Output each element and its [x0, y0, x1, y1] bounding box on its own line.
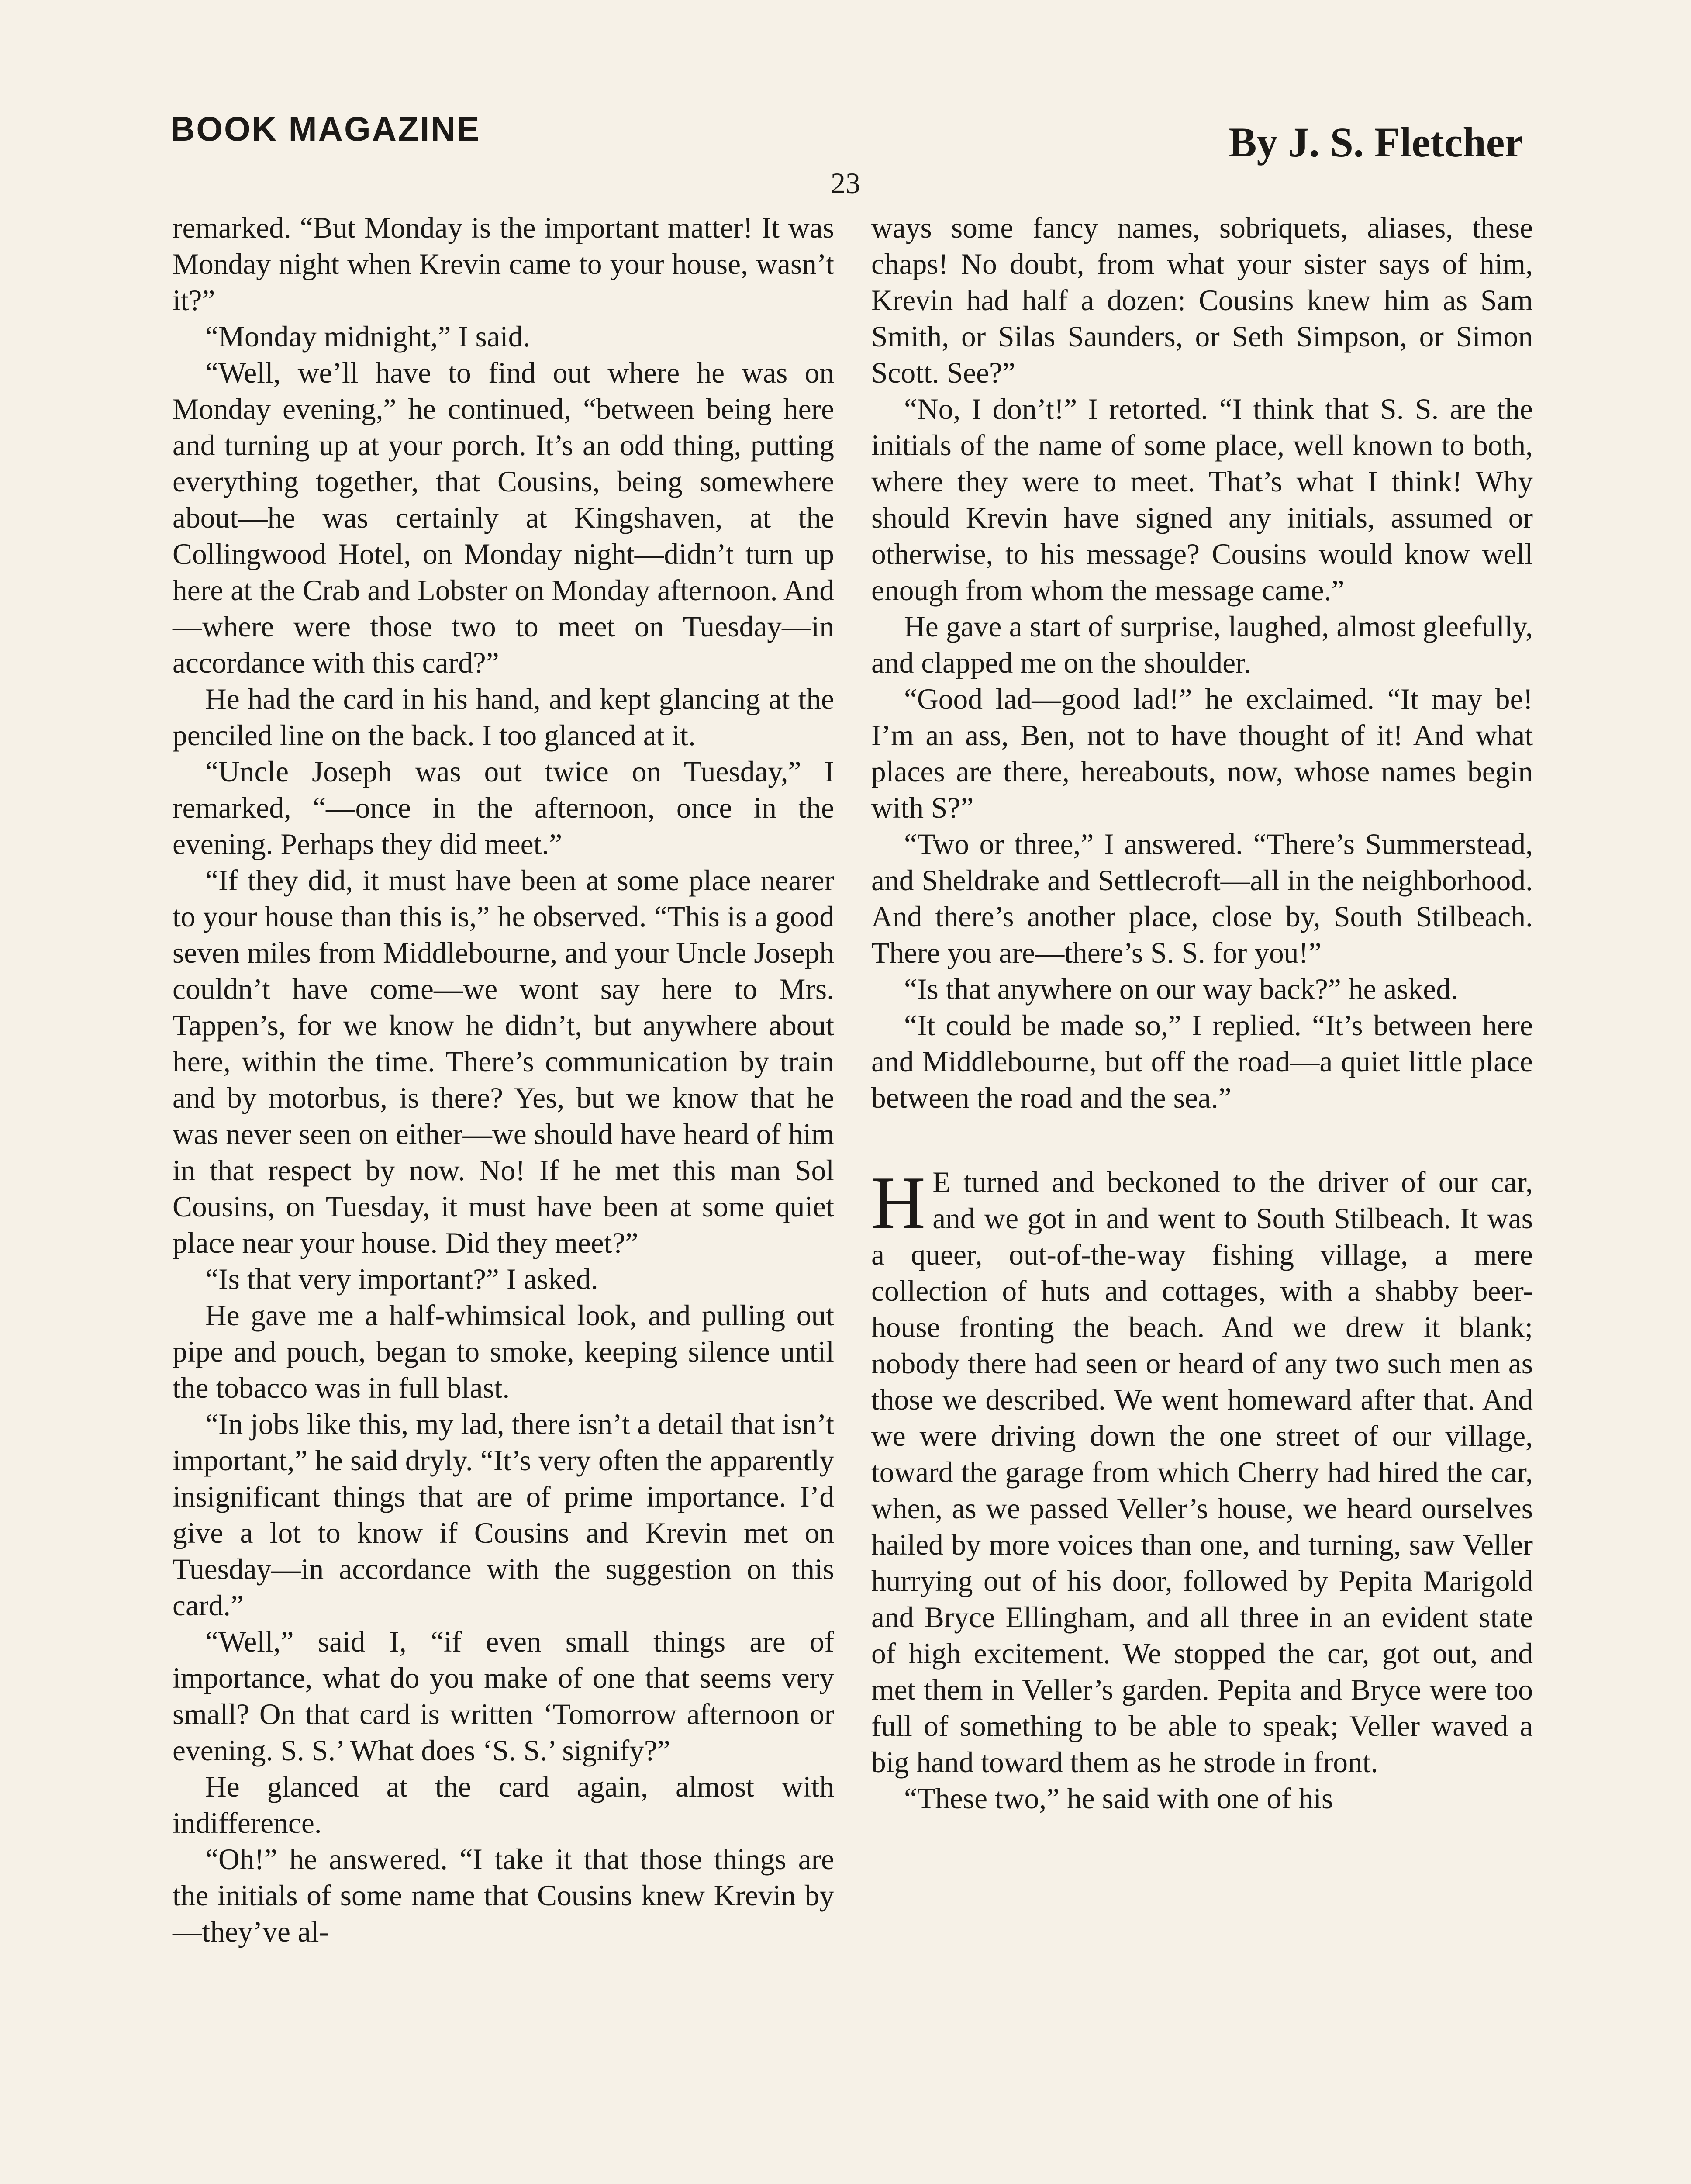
- right-column: [871, 210, 1533, 1817]
- section-opening-text: E turned and beckoned to the driver of our car, and we got in and went to South Stilbeach. It was a queer, out-of-the-way fishing village, a mere collection of huts and cottages, with a shabby beer-house fronting the beach. And we drew it blank; nobody there had seen or heard of any two such men as those we described. We went homeward after that. And we were driving down the one street of our village, toward the garage from which Cherry had hired the car, when, as we passed Veller’s house, we heard ourselves hailed by more voices than one, and turning, saw Veller hurrying out of his door, followed by Pepita Marigold and Bryce Ellingham, and all three in an evident state of high excitement. We stopped the car, got out, and met them in Veller’s garden. Pepita and Bryce were too full of something to be able to speak; Veller waved a big hand toward them as he strode in front.: [871, 1166, 1533, 1779]
- paragraph: “Uncle Joseph was out twice on Tuesday,” I remarked, “—once in the afternoon, once in the evening. Perhaps they did meet.”: [173, 755, 834, 860]
- paragraph: “If they did, it must have been at some place nearer to your house than this is,” he observed. “This is a good seven miles from Middlebourne, and your Uncle Joseph couldn’t have come—we wont say here to Mrs. Tappen’s, for we know he didn’t, but anywhere about here, within the time. There’s communication by train and by motorbus, is there? Yes, but we know that he was never seen on either—we should have heard of him in that respect by now. No! If he met this man Sol Cousins, on Tuesday, it must have been at some quiet place near your house. Did they meet?”: [173, 864, 834, 1259]
- paragraph: “Well,” said I, “if even small things are of importance, what do you make of one that seems very small? On that card is written ‘Tomorrow afternoon or evening. S. S.’ What does ‘S. S.’ signify?”: [173, 1625, 834, 1767]
- paragraph: He gave me a half-whimsical look, and pulling out pipe and pouch, began to smoke, keeping silence until the tobacco was in full blast.: [173, 1299, 834, 1404]
- paragraph: “Monday midnight,” I said.: [205, 320, 531, 353]
- paragraph: “It could be made so,” I replied. “It’s between here and Middlebourne, but off the road—a quiet little place between the road and the sea.”: [871, 1009, 1533, 1114]
- paragraph: “In jobs like this, my lad, there isn’t a detail that isn’t important,” he said dryly. “It’s very often the apparently insignificant things that are of prime importance. I’d give a lot to know if Cousins and Krevin met on Tuesday—in accordance with the suggestion on this card.”: [173, 1408, 834, 1622]
- left-column: [173, 210, 834, 1950]
- section-opening-paragraph: [871, 1161, 1533, 1780]
- paragraph: He had the card in his hand, and kept glancing at the penciled line on the back. I too glanced at it.: [173, 683, 834, 752]
- paragraph: “Is that anywhere on our way back?” he asked.: [904, 973, 1458, 1006]
- paragraph: He glanced at the card again, almost with indifference.: [173, 1770, 834, 1839]
- paragraph: remarked. “But Monday is the important matter! It was Monday night when Krevin came to your house, wasn’t it?”: [173, 211, 834, 317]
- paragraph: “Oh!” he answered. “I take it that those things are the initials of some name that Cousins knew Krevin by—they’ve al-: [173, 1843, 834, 1948]
- author-byline: By J. S. Fletcher: [1229, 119, 1523, 166]
- paragraph: “These two,” he said with one of his: [904, 1782, 1333, 1815]
- paragraph: He gave a start of surprise, laughed, almost gleefully, and clapped me on the shoulder.: [871, 610, 1533, 679]
- paragraph: “Two or three,” I answered. “There’s Summerstead, and Sheldrake and Settlecroft—all in the neighborhood. And there’s another place, close by, South Stilbeach. There you are—there’s S. S. for you!”: [871, 828, 1533, 969]
- paragraph: “No, I don’t!” I retorted. “I think that S. S. are the initials of the name of some place, well known to both, where they were to meet. That’s what I think! Why should Krevin have signed any initials, assumed or otherwise, to his message? Cousins would know well enough from whom the message came.”: [871, 393, 1533, 607]
- drop-cap: H: [871, 1161, 926, 1244]
- paragraph: “Well, we’ll have to find out where he was on Monday evening,” he continued, “between being here and turning up at your porch. It’s an odd thing, putting everything together, that Cousins, being somewhere about—he was certainly at Kingshaven, at the Collingwood Hotel, on Monday night—didn’t turn up here at the Crab and Lobster on Monday afternoon. And—where were those two to meet on Tuesday—in accordance with this card?”: [173, 356, 834, 679]
- publication-title: BOOK MAGAZINE: [170, 110, 481, 148]
- paragraph: ways some fancy names, sobriquets, aliases, these chaps! No doubt, from what your sister says of him, Krevin had half a dozen: Cousins knew him as Sam Smith, or Silas Saunders, or Seth Simpson, or Simon Scott. See?”: [871, 211, 1533, 389]
- page-number: 23: [831, 166, 860, 200]
- paragraph: “Is that very important?” I asked.: [205, 1263, 598, 1296]
- paragraph: “Good lad—good lad!” he exclaimed. “It may be! I’m an ass, Ben, not to have thought of it! And what places are there, hereabouts, now, whose names begin with S?”: [871, 683, 1533, 824]
